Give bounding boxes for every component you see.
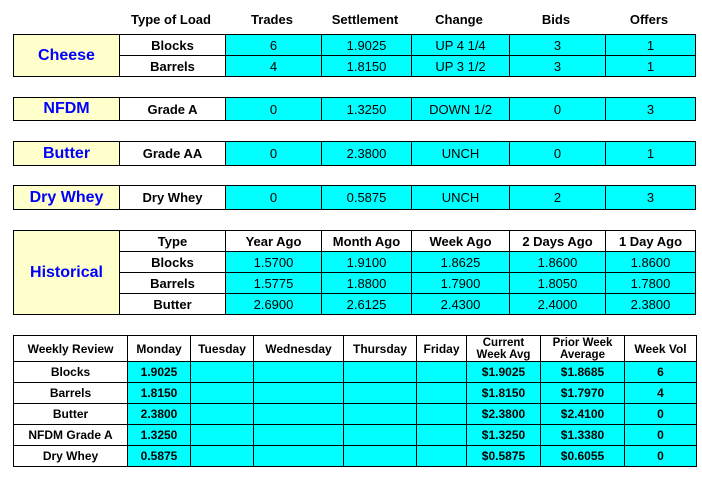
cheese-barrels-trades: 4 [226, 56, 322, 77]
weekly-cell: $1.8150 [467, 383, 541, 404]
weekly-cell: 0.5875 [128, 446, 191, 467]
weekly-header-wednesday: Wednesday [254, 336, 344, 362]
weekly-cell [254, 446, 344, 467]
whey-change: UNCH [412, 186, 510, 210]
cheese-label: Cheese [14, 35, 120, 77]
historical-header-month-ago: Month Ago [322, 231, 412, 252]
historical-row-type: Butter [120, 294, 226, 315]
header-bids: Bids [541, 12, 571, 27]
historical-cell: 1.5700 [226, 252, 322, 273]
whey-label: Dry Whey [14, 186, 120, 210]
cheese-table [13, 34, 696, 77]
butter-table [13, 141, 696, 166]
weekly-cell [191, 383, 254, 404]
header-offers: Offers [629, 12, 669, 27]
weekly-review-table [13, 335, 697, 467]
nfdm-trades: 0 [226, 98, 322, 121]
historical-header-2-days-ago: 2 Days Ago [510, 231, 606, 252]
weekly-row-label: Blocks [14, 362, 128, 383]
cheese-blocks-trades: 6 [226, 35, 322, 56]
whey-offers: 3 [606, 186, 696, 210]
whey-table [13, 185, 696, 210]
weekly-row-label: NFDM Grade A [14, 425, 128, 446]
weekly-cell [254, 425, 344, 446]
weekly-cell [417, 362, 467, 383]
weekly-cell [417, 446, 467, 467]
whey-type: Dry Whey [120, 186, 226, 210]
cheese-barrels-offers: 1 [606, 56, 696, 77]
weekly-cell: $0.6055 [541, 446, 625, 467]
nfdm-bids: 0 [510, 98, 606, 121]
butter-bids: 0 [510, 142, 606, 166]
historical-cell: 1.8600 [510, 252, 606, 273]
weekly-cell [344, 362, 417, 383]
weekly-cell [191, 404, 254, 425]
weekly-cell [254, 404, 344, 425]
weekly-cell [417, 425, 467, 446]
whey-settlement: 0.5875 [322, 186, 412, 210]
cheese-barrels-change: UP 3 1/2 [412, 56, 510, 77]
weekly-header-current-week-avg: Current Week Avg [467, 336, 541, 362]
historical-cell: 1.8600 [606, 252, 696, 273]
weekly-header-friday: Friday [417, 336, 467, 362]
historical-header-year-ago: Year Ago [226, 231, 322, 252]
weekly-cell [344, 425, 417, 446]
weekly-header-review: Weekly Review [14, 336, 128, 362]
weekly-cell: $0.5875 [467, 446, 541, 467]
historical-cell: 2.6900 [226, 294, 322, 315]
nfdm-label: NFDM [14, 98, 120, 121]
historical-row-type: Blocks [120, 252, 226, 273]
historical-cell: 2.6125 [322, 294, 412, 315]
weekly-cell: 2.3800 [128, 404, 191, 425]
historical-label: Historical [14, 231, 120, 315]
historical-cell: 1.8800 [322, 273, 412, 294]
historical-row-type: Barrels [120, 273, 226, 294]
weekly-row-label: Butter [14, 404, 128, 425]
historical-cell: 1.7800 [606, 273, 696, 294]
cheese-blocks-change: UP 4 1/4 [412, 35, 510, 56]
weekly-cell: $1.3250 [467, 425, 541, 446]
butter-offers: 1 [606, 142, 696, 166]
weekly-cell: 6 [625, 362, 697, 383]
weekly-cell [417, 404, 467, 425]
historical-cell: 2.3800 [606, 294, 696, 315]
nfdm-change: DOWN 1/2 [412, 98, 510, 121]
historical-cell: 1.8050 [510, 273, 606, 294]
weekly-header-monday: Monday [128, 336, 191, 362]
weekly-cell [344, 404, 417, 425]
header-type-of-load: Type of Load [131, 12, 211, 27]
weekly-cell: 1.9025 [128, 362, 191, 383]
weekly-cell [344, 446, 417, 467]
weekly-cell: $2.4100 [541, 404, 625, 425]
whey-trades: 0 [226, 186, 322, 210]
weekly-cell [191, 362, 254, 383]
butter-trades: 0 [226, 142, 322, 166]
weekly-cell: $1.8685 [541, 362, 625, 383]
historical-table [13, 230, 696, 315]
nfdm-type: Grade A [120, 98, 226, 121]
header-change: Change [435, 12, 483, 27]
weekly-header-week-vol: Week Vol [625, 336, 697, 362]
weekly-cell: $1.7970 [541, 383, 625, 404]
cheese-blocks-settlement: 1.9025 [322, 35, 412, 56]
weekly-cell: $1.3380 [541, 425, 625, 446]
weekly-cell [191, 446, 254, 467]
historical-cell: 1.9100 [322, 252, 412, 273]
cheese-blocks-type: Blocks [120, 35, 226, 56]
weekly-cell [417, 383, 467, 404]
weekly-cell: $2.3800 [467, 404, 541, 425]
cheese-barrels-settlement: 1.8150 [322, 56, 412, 77]
historical-header-week-ago: Week Ago [412, 231, 510, 252]
nfdm-table [13, 97, 696, 121]
weekly-cell: 0 [625, 425, 697, 446]
weekly-cell [254, 362, 344, 383]
weekly-cell: 1.3250 [128, 425, 191, 446]
historical-cell: 1.8625 [412, 252, 510, 273]
cheese-blocks-bids: 3 [510, 35, 606, 56]
butter-label: Butter [14, 142, 120, 166]
cheese-barrels-bids: 3 [510, 56, 606, 77]
butter-settlement: 2.3800 [322, 142, 412, 166]
weekly-header-thursday: Thursday [344, 336, 417, 362]
weekly-row-label: Barrels [14, 383, 128, 404]
weekly-cell [254, 383, 344, 404]
butter-type: Grade AA [120, 142, 226, 166]
cheese-blocks-offers: 1 [606, 35, 696, 56]
historical-cell: 2.4000 [510, 294, 606, 315]
historical-cell: 1.5775 [226, 273, 322, 294]
historical-cell: 1.7900 [412, 273, 510, 294]
cheese-barrels-type: Barrels [120, 56, 226, 77]
weekly-cell: 4 [625, 383, 697, 404]
weekly-cell: $1.9025 [467, 362, 541, 383]
butter-change: UNCH [412, 142, 510, 166]
weekly-cell: 0 [625, 446, 697, 467]
header-settlement: Settlement [331, 12, 399, 27]
weekly-cell [344, 383, 417, 404]
historical-cell: 2.4300 [412, 294, 510, 315]
whey-bids: 2 [510, 186, 606, 210]
historical-header-1-day-ago: 1 Day Ago [606, 231, 696, 252]
header-trades: Trades [251, 12, 293, 27]
weekly-header-prior-week-average: Prior Week Average [541, 336, 625, 362]
weekly-cell: 1.8150 [128, 383, 191, 404]
weekly-cell [191, 425, 254, 446]
weekly-cell: 0 [625, 404, 697, 425]
nfdm-offers: 3 [606, 98, 696, 121]
weekly-row-label: Dry Whey [14, 446, 128, 467]
nfdm-settlement: 1.3250 [322, 98, 412, 121]
historical-header-type: Type [120, 231, 226, 252]
weekly-header-tuesday: Tuesday [191, 336, 254, 362]
